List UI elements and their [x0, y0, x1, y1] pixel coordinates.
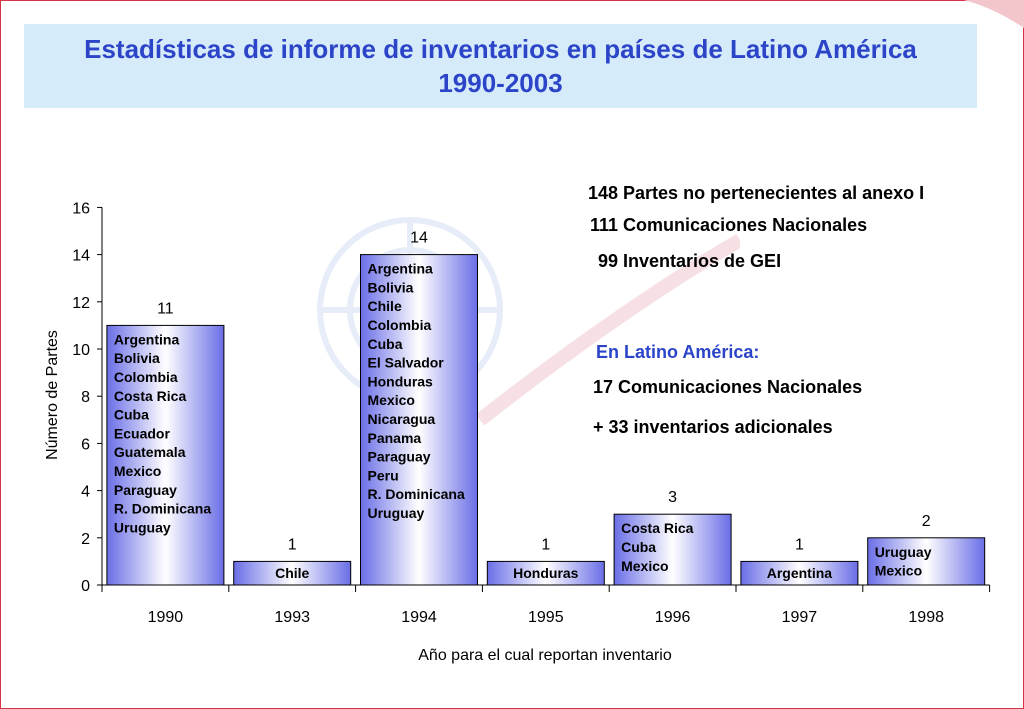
bar-country-label: Costa Rica [621, 520, 694, 537]
title-line-1: Estadísticas de informe de inventarios en países de Latino América [84, 34, 917, 64]
y-tick-label: 6 [81, 436, 90, 454]
bar-country-label: Argentina [367, 260, 433, 277]
bar-value-label: 1 [794, 536, 804, 554]
bar-value-label: 1 [541, 536, 551, 554]
y-tick-label: 16 [72, 200, 90, 218]
x-tick-label: 1995 [528, 609, 564, 626]
bar-country-label: Cuba [367, 335, 403, 352]
y-tick-label: 0 [81, 578, 90, 595]
bar-country-label: Panama [367, 429, 422, 446]
y-tick-label: 4 [81, 483, 90, 501]
x-tick-label: 1993 [274, 609, 310, 626]
bar-country-label: Mexico [113, 463, 162, 479]
bar-value-label: 1 [287, 536, 297, 554]
bar-value-label: 2 [921, 512, 931, 530]
y-tick-label: 8 [81, 389, 90, 407]
bar-country-label: R. Dominicana [367, 486, 465, 503]
bar-country-label: Paraguay [113, 481, 177, 498]
bar-country-label: Colombia [367, 317, 432, 333]
bar-country-label: Ecuador [113, 425, 170, 442]
bar-country-label: Guatemala [113, 444, 186, 461]
x-axis-label: Año para el cual reportan inventario [418, 647, 672, 664]
info-inventories: 99 Inventarios de GEI [598, 251, 782, 271]
x-tick-label: 1998 [908, 609, 944, 626]
bar-country-label: R. Dominicana [113, 500, 212, 517]
bar-value-label: 3 [668, 489, 678, 507]
bar-country-label: Honduras [513, 565, 579, 581]
y-tick-label: 10 [72, 342, 90, 359]
y-tick-label: 14 [72, 247, 90, 265]
x-tick-label: 1996 [654, 609, 691, 626]
bar-country-label: Bolivia [367, 279, 414, 296]
info-latam-communications: 17 Comunicaciones Nacionales [593, 377, 863, 397]
title-line-2: 1990-2003 [438, 68, 563, 98]
bar-country-label: Mexico [874, 562, 923, 579]
bar-country-label: Cuba [113, 406, 149, 423]
info-communications: 111 Comunicaciones Nacionales [590, 215, 868, 235]
info-parties: 148 Partes no pertenecientes al anexo I [588, 183, 925, 203]
bar-country-label: El Salvador [367, 354, 444, 371]
bar-country-label: Cuba [621, 539, 657, 555]
bar-country-label: Mexico [621, 557, 669, 574]
bar-country-label: Uruguay [113, 519, 171, 536]
bar-country-label: Chile [367, 298, 402, 315]
info-latam-heading: En Latino América: [596, 342, 760, 362]
bar-country-label: Uruguay [367, 505, 425, 521]
bar-country-label: Mexico [367, 392, 415, 409]
bar-value-label: 11 [157, 300, 174, 318]
info-latam-inventories: + 33 inventarios adicionales [593, 417, 833, 437]
bar-country-label: Argentina [113, 331, 180, 348]
bar-country-label: Colombia [113, 369, 178, 385]
y-tick-label: 2 [81, 530, 90, 548]
y-axis-label: Número de Partes [44, 330, 61, 460]
bar-country-label: Honduras [367, 373, 433, 390]
x-tick-label: 1994 [401, 609, 437, 626]
bar-value-label: 14 [410, 229, 428, 247]
y-tick-label: 12 [72, 294, 90, 312]
bar-country-label: Bolivia [113, 350, 160, 367]
bar-country-label: Argentina [766, 565, 833, 581]
bar-country-label: Nicaragua [367, 411, 436, 427]
bar-country-label: Costa Rica [113, 387, 187, 404]
bar-country-label: Chile [275, 565, 310, 581]
bar-country-label: Uruguay [874, 543, 932, 560]
x-tick-label: 1990 [147, 609, 184, 626]
bar-country-label: Paraguay [367, 448, 431, 465]
x-tick-label: 1997 [781, 609, 818, 626]
bar-country-label: Peru [367, 467, 399, 484]
